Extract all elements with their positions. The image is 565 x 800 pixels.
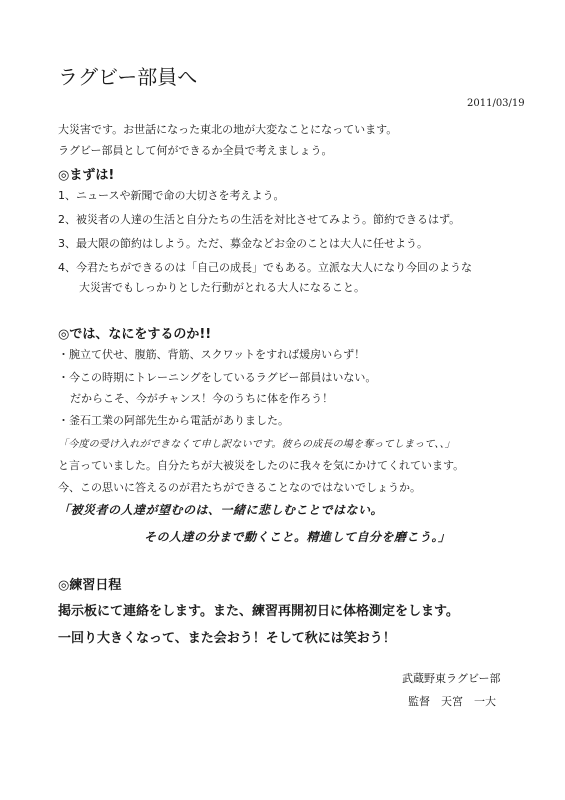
list-item: 3、最大限の節約はしよう。ただ、募金などお金のことは大人に任せよう。 [58, 237, 428, 250]
section-heading-first-steps: ◎まずは! [58, 168, 115, 183]
team-name: 武蔵野東ラグビー部 [402, 672, 501, 685]
brush-quote: 「被災者の人達が望むのは、一緒に悲しむことではない。 [58, 503, 384, 517]
list-item: 1、ニュースや新聞で命の大切さを考えよう。 [58, 189, 285, 202]
letter-date: 2011/03/19 [467, 98, 525, 109]
list-item: ・腕立て伏せ、腹筋、背筋、スクワットをすれば煖房いらず！ [58, 348, 366, 361]
body-line: と言っていました。自分たちが大被災をしたのに我々を気にかけてくれています。 [58, 459, 465, 472]
list-item-continued: 大災害でもしっかりとした行動がとれる大人になること。 [79, 281, 365, 294]
body-line: 今、この思いに答えるのが君たちができることなのではないでしょうか。 [58, 481, 421, 494]
coach-name: 監督 天宮 一大 [408, 695, 496, 708]
brush-quote: その人達の分まで動くこと。精進して自分を磨こう。」 [144, 530, 451, 544]
section-heading-schedule: ◎練習日程 [58, 578, 122, 593]
list-item: ・釜石工業の阿部先生から電話がありました。 [58, 414, 289, 427]
intro-line: ラグビー部員として何ができるか全員で考えましょう。 [58, 144, 333, 157]
schedule-line: 掲示板にて連絡をします。また、練習再開初日に体格測定をします。 [58, 604, 459, 619]
section-heading-what-to-do: ◎では、なにをするのか!! [58, 327, 212, 342]
letter-title: ラグビー部員へ [58, 65, 198, 89]
schedule-line: 一回り大きくなって、また会おう！そして秋には笑おう！ [58, 631, 396, 646]
handwritten-quote: 「今度の受け入れができなくて申し訳ないです。彼らの成長の場を奪ってしまって、、」 [58, 439, 455, 450]
list-item: 2、被災者の人達の生活と自分たちの生活を対比させてみよう。節約できるはず。 [58, 213, 461, 226]
list-item-continued: だからこそ、今がチャンス！今のうちに体を作ろう！ [70, 392, 334, 405]
list-item: 4、今君たちができるのは「自己の成長」でもある。立派な大人になり今回のような [58, 261, 472, 274]
intro-line: 大災害です。お世話になった東北の地が大変なことになっています。 [58, 123, 398, 136]
list-item: ・今この時期にトレーニングをしているラグビー部員はいない。 [58, 371, 377, 384]
